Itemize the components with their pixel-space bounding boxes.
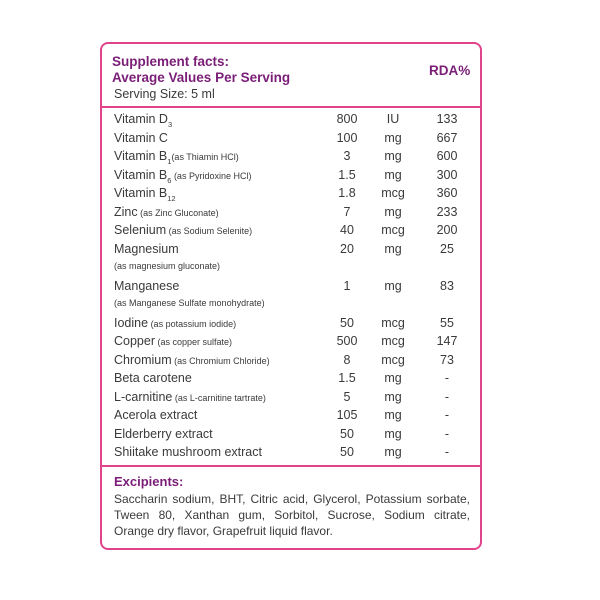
nutrient-name: Vitamin $B_6$ (as Pyridoxine HCl) — [114, 167, 252, 185]
nutrient-row — [102, 242, 480, 279]
nutrient-amount: 40 — [340, 223, 354, 237]
nutrient-source-note: (as Sodium Selenite) — [166, 226, 253, 236]
nutrient-amount: 1.8 — [338, 186, 356, 200]
nutrient-source-note: (as magnesium gluconate) — [114, 260, 221, 271]
nutrient-row — [102, 353, 480, 372]
nutrient-row — [102, 186, 480, 205]
nutrient-amount: 50 — [340, 315, 354, 330]
nutrient-name: Acerola extract — [114, 408, 198, 422]
nutrient-row — [102, 334, 480, 353]
nutrient-unit: mg — [384, 241, 402, 256]
nutrient-amount: 50 — [340, 445, 354, 459]
nutrient-name: L-carnitine (as L-carnitine tartrate) — [114, 389, 266, 404]
nutrient-source-note: (as L-carnitine tartrate) — [172, 392, 266, 403]
nutrient-source-note: (as Manganese Sulfate monohydrate) — [114, 297, 265, 308]
nutrient-amount: 3 — [343, 149, 351, 163]
nutrient-amount: 800 — [336, 112, 358, 126]
nutrient-source-note: (as copper sulfate) — [155, 337, 233, 347]
nutrient-subscript: 12 — [167, 194, 176, 203]
nutrient-unit: mcg — [381, 315, 405, 330]
nutrient-row — [102, 279, 480, 316]
nutrient-unit: mg — [384, 149, 402, 163]
nutrient-row — [102, 371, 480, 390]
nutrient-amount: 1.5 — [338, 371, 356, 385]
nutrient-name: Magnesium — [114, 241, 179, 256]
nutrient-subscript: 1 — [167, 157, 172, 166]
nutrient-row — [102, 390, 480, 409]
nutrient-amount: 1.5 — [338, 167, 356, 182]
nutrient-unit: mcg — [381, 352, 405, 367]
excipients-divider — [102, 465, 480, 467]
nutrient-rda: 600 — [436, 149, 458, 163]
rda-column-header: RDA% — [429, 63, 471, 78]
nutrient-name: Selenium (as Sodium Selenite) — [114, 223, 253, 237]
nutrient-name: Beta carotene — [114, 371, 192, 385]
nutrient-amount: 8 — [343, 352, 351, 367]
nutrient-row — [102, 316, 480, 335]
nutrient-row — [102, 168, 480, 187]
nutrient-name: Iodine (as potassium iodide) — [114, 315, 237, 330]
nutrient-rda: 133 — [436, 112, 458, 126]
nutrient-name: Zinc (as Zinc Gluconate) — [114, 204, 219, 219]
nutrient-unit: mg — [384, 371, 402, 385]
nutrient-subscript: 6 — [167, 175, 172, 185]
panel-title: Supplement facts: — [112, 54, 230, 69]
nutrient-unit: mcg — [381, 334, 405, 348]
nutrient-name: Vitamin $D_3$ — [114, 112, 173, 129]
nutrient-source-note: (as Zinc Gluconate) — [137, 207, 219, 218]
nutrient-amount: 105 — [336, 408, 358, 422]
nutrient-amount: 1 — [343, 278, 351, 293]
nutrient-unit: mg — [384, 167, 402, 182]
nutrient-row — [102, 205, 480, 224]
nutrient-rda: - — [444, 426, 450, 441]
nutrient-rda: 667 — [436, 130, 458, 145]
nutrient-row — [102, 149, 480, 168]
nutrient-row — [102, 131, 480, 150]
nutrient-unit: mcg — [381, 223, 405, 237]
nutrient-unit: mg — [384, 389, 402, 404]
nutrient-rda: 55 — [440, 315, 454, 330]
nutrient-amount: 20 — [340, 241, 354, 256]
header-divider — [102, 106, 480, 108]
nutrient-unit: mg — [384, 130, 402, 145]
nutrient-name: Copper (as copper sulfate) — [114, 334, 233, 348]
excipients-text: Saccharin sodium, BHT, Citric acid, Glycerol, Potassium sorbate, Tween 80, Xanthan gum, Sorbitol, Sucrose, Sodium citrate, Orange dry flavor, Grapefruit liquid flavor. — [114, 492, 470, 538]
nutrient-unit: mg — [384, 445, 402, 459]
nutrient-source-note: (as Chromium Chloride) — [171, 355, 270, 366]
nutrient-rda: 147 — [436, 334, 458, 348]
nutrient-name: Elderberry extract — [114, 426, 213, 441]
nutrient-name: Vitamin $B_1(as$ Thiamin HCl) — [114, 149, 239, 166]
nutrient-row — [102, 408, 480, 427]
nutrient-amount: 500 — [336, 334, 358, 348]
serving-size: Serving Size: 5 ml — [114, 87, 215, 101]
nutrient-amount: 100 — [336, 130, 358, 145]
nutrient-unit: IU — [386, 112, 400, 126]
nutrient-rda: 233 — [436, 204, 458, 219]
nutrient-unit: mg — [384, 426, 402, 441]
nutrient-source-note: (as potassium iodide) — [148, 318, 237, 329]
nutrient-rda: 73 — [440, 352, 454, 367]
nutrient-row — [102, 445, 480, 464]
nutrient-unit: mcg — [381, 186, 405, 200]
nutrient-rda: - — [444, 371, 450, 385]
nutrient-rda: - — [444, 408, 450, 422]
supplement-facts-panel — [100, 42, 482, 550]
nutrient-rda: 300 — [436, 167, 458, 182]
panel-subtitle: Average Values Per Serving — [112, 70, 291, 85]
nutrient-rda: - — [444, 445, 450, 459]
nutrient-name: Chromium (as Chromium Chloride) — [114, 352, 270, 367]
nutrient-name: Shiitake mushroom extract — [114, 445, 262, 459]
nutrient-source-note: (as Pyridoxine HCl) — [171, 170, 252, 181]
nutrient-row — [102, 112, 480, 131]
nutrient-name: Vitamin $B_{12}$ — [114, 186, 176, 203]
nutrient-amount: 5 — [343, 389, 351, 404]
nutrient-amount: 7 — [343, 204, 351, 219]
nutrient-row — [102, 223, 480, 242]
nutrient-rda: 83 — [440, 278, 454, 293]
nutrient-unit: mg — [384, 278, 402, 293]
nutrient-row — [102, 427, 480, 446]
nutrient-subscript: 3 — [167, 120, 173, 129]
nutrient-rda: 360 — [436, 186, 458, 200]
nutrient-unit: mg — [384, 408, 402, 422]
nutrient-name: Vitamin C — [114, 130, 168, 145]
excipients-title: Excipients: — [114, 474, 184, 489]
nutrient-name: Manganese — [114, 278, 180, 293]
nutrient-rda: - — [444, 389, 450, 404]
nutrient-unit: mg — [384, 204, 402, 219]
nutrient-rda: 200 — [436, 223, 458, 237]
nutrient-rda: 25 — [440, 241, 454, 256]
nutrient-amount: 50 — [340, 426, 354, 441]
nutrient-source-note: (as Thiamin HCl) — [171, 152, 239, 162]
nutrient-table — [102, 112, 480, 464]
